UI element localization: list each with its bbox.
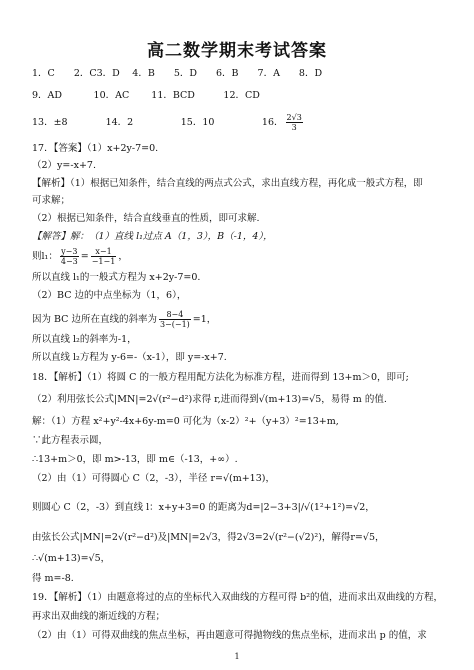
q18-chord-length: 由弦长公式|MN|=2√(r²−d²)及|MN|=2√3，得2√3=2√(r²−(√2)²)，解得r=√5， [32,532,385,543]
two-point-prefix: 则l₁： [32,251,58,262]
q17-answer-2: （2）y=-x+7. [32,160,96,171]
fraction-y [60,247,79,266]
q18-solution-1: 解：（1）方程 x²+y²-4x+6y-m=0 可化为（x-2）²+（y+3）²=13+m, [32,416,339,427]
answers-row-3 [32,113,305,132]
fraction-numerator: 2√3 [286,113,302,122]
q17-two-point-form [32,247,128,266]
q19-analysis-2: （2）由（1）可得双曲线的焦点坐标，再由题意可得抛物线的焦点坐标，进而求出 p 的值，求 [32,630,427,641]
q17-slope-l2: 所以直线 l₂的斜率为-1， [32,334,137,345]
q17-analysis: 【解析】（1）根据已知条件，结合直线的两点式公式，求出直线方程，再化成一般式方程，即 [32,178,423,189]
answers-row-3-text: 13．±8 14．2 15．10 16． [32,117,284,128]
page-title: 高二数学期末考试答案 [147,41,327,61]
fraction-numerator: x−1 [91,247,117,257]
q17-midpoint: （2）BC 边的中点坐标为（1，6）， [32,290,187,301]
q18-result-2: 得 m=-8. [32,573,74,584]
q17-line-l2: 所以直线 l₂方程为 y-6=-（x-1），即 y=-x+7. [32,352,227,363]
slope-suffix: =1， [192,314,217,325]
fraction-x [91,247,117,266]
q17-analysis-cont: 可求解； [32,195,71,206]
answer-16-fraction [286,113,303,132]
equals-sign: = [80,251,89,262]
q19-analysis: 19．【解析】（1）由题意将过的点的坐标代入双曲线的方程可得 b²的值，进而求出双曲线的方程， [32,592,444,603]
answers-row-2: 9．AD 10．AC 11．BCD 12．CD [32,90,260,101]
q18-analysis-2: （2）利用弦长公式|MN|=2√(r²−d²)求得 r,进而得到√(m+13)=√5，易得 m 的值. [32,394,387,405]
q18-solution-3: ∴13+m＞0，即 m>-13，即 m∈（-13，+∞）. [32,454,238,465]
fraction-numerator: 8−4 [159,310,191,320]
fraction-numerator: y−3 [61,247,78,256]
fraction-denominator: 3 [291,123,297,132]
answers-row-1: 1．C 2．C3．D 4．B 5．D 6．B 7．A 8．D [32,68,323,79]
fraction-denominator: −1−1 [91,257,116,266]
slope-prefix: 因为 BC 边所在直线的斜率为 [32,314,157,325]
fraction-denominator: 3−(−1) [159,320,190,329]
slope-fraction [159,310,191,329]
q18-result-1: ∴√(m+13)=√5， [32,553,111,564]
q17-general-form: 所以直线 l₁的一般式方程为 x+2y-7=0. [32,272,201,283]
q17-answer: 17．【答案】（1）x+2y-7=0. [32,143,159,154]
q19-analysis-cont: 再求出双曲线的渐近线的方程； [32,611,166,622]
q17-analysis-2: （2）根据已知条件，结合直线垂直的性质，即可求解. [32,213,260,224]
fraction-denominator: 4−3 [60,257,78,266]
two-point-suffix: ， [118,251,128,262]
q18-analysis: 18．【解析】（1）将圆 C 的一般方程用配方法化为标准方程，进而得到 13+m＞0，即可; [32,372,409,383]
q17-slope [32,310,216,329]
q18-solution-2: ∵此方程表示圆， [32,435,109,446]
page-number: 1 [234,652,240,661]
q17-solution: 【解答】解：（1）直线 l₁过点 A（1，3），B（-1，4）， [32,231,273,242]
q18-distance: 则圆心 C（2，-3）到直线 l：x+y+3=0 的距离为d=|2−3+3|/√(1²+1²)=√2， [32,502,375,513]
q18-solution-4: （2）由（1）可得圆心 C（2，-3），半径 r=√(m+13)， [32,473,275,484]
